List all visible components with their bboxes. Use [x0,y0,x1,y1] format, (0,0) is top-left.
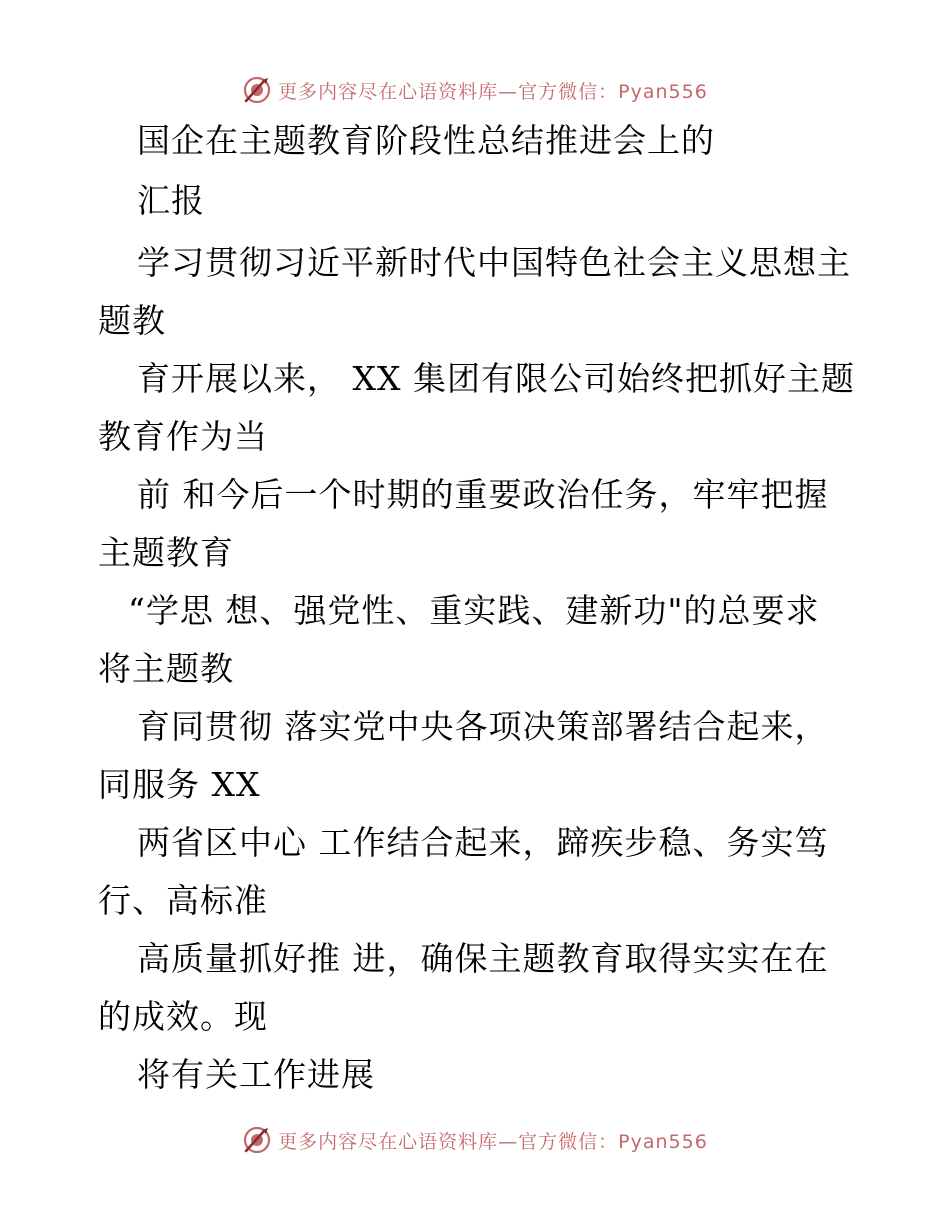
body-line: 将主题教 [98,649,234,688]
body-line: 行、高标准 [98,881,268,920]
brush-logo-icon [242,75,272,105]
watermark-text: 更多内容尽在心语资料库—官方微信：Pyan556 [278,80,708,103]
title-line-2: 汇报 [137,181,205,220]
body-line: 前 和今后一个时期的重要政治任务，牢牢把握 [137,475,829,514]
body-line: 主题教育 [98,533,234,572]
body-line: 教育作为当 [98,417,268,456]
body-line: 两省区中心 工作结合起来，蹄疾步稳、务实笃 [137,823,829,862]
footer-watermark [0,1120,950,1160]
body-line: 育同贯彻 落实党中央各项决策部署结合起来， [137,707,829,746]
body-line: 同服务 XX [98,765,261,804]
body-line: 育开展以来， XX 集团有限公司始终把抓好主题 [137,359,855,398]
watermark-text: 更多内容尽在心语资料库—官方微信：Pyan556 [278,1130,708,1153]
body-line: “学思 想、强党性、重实践、建新功"的总要求 [128,591,820,630]
title-line-1: 国企在主题教育阶段性总结推进会上的 [137,121,715,160]
body-line: 学习贯彻习近平新时代中国特色社会主义思想主 [137,243,851,282]
body-line: 将有关工作进展 [137,1055,375,1094]
brush-logo-icon [242,1125,272,1155]
body-line: 的成效。现 [98,997,268,1036]
body-line: 题教 [98,301,166,340]
header-watermark [0,70,950,110]
body-line: 高质量抓好推 进，确保主题教育取得实实在在 [137,939,829,978]
